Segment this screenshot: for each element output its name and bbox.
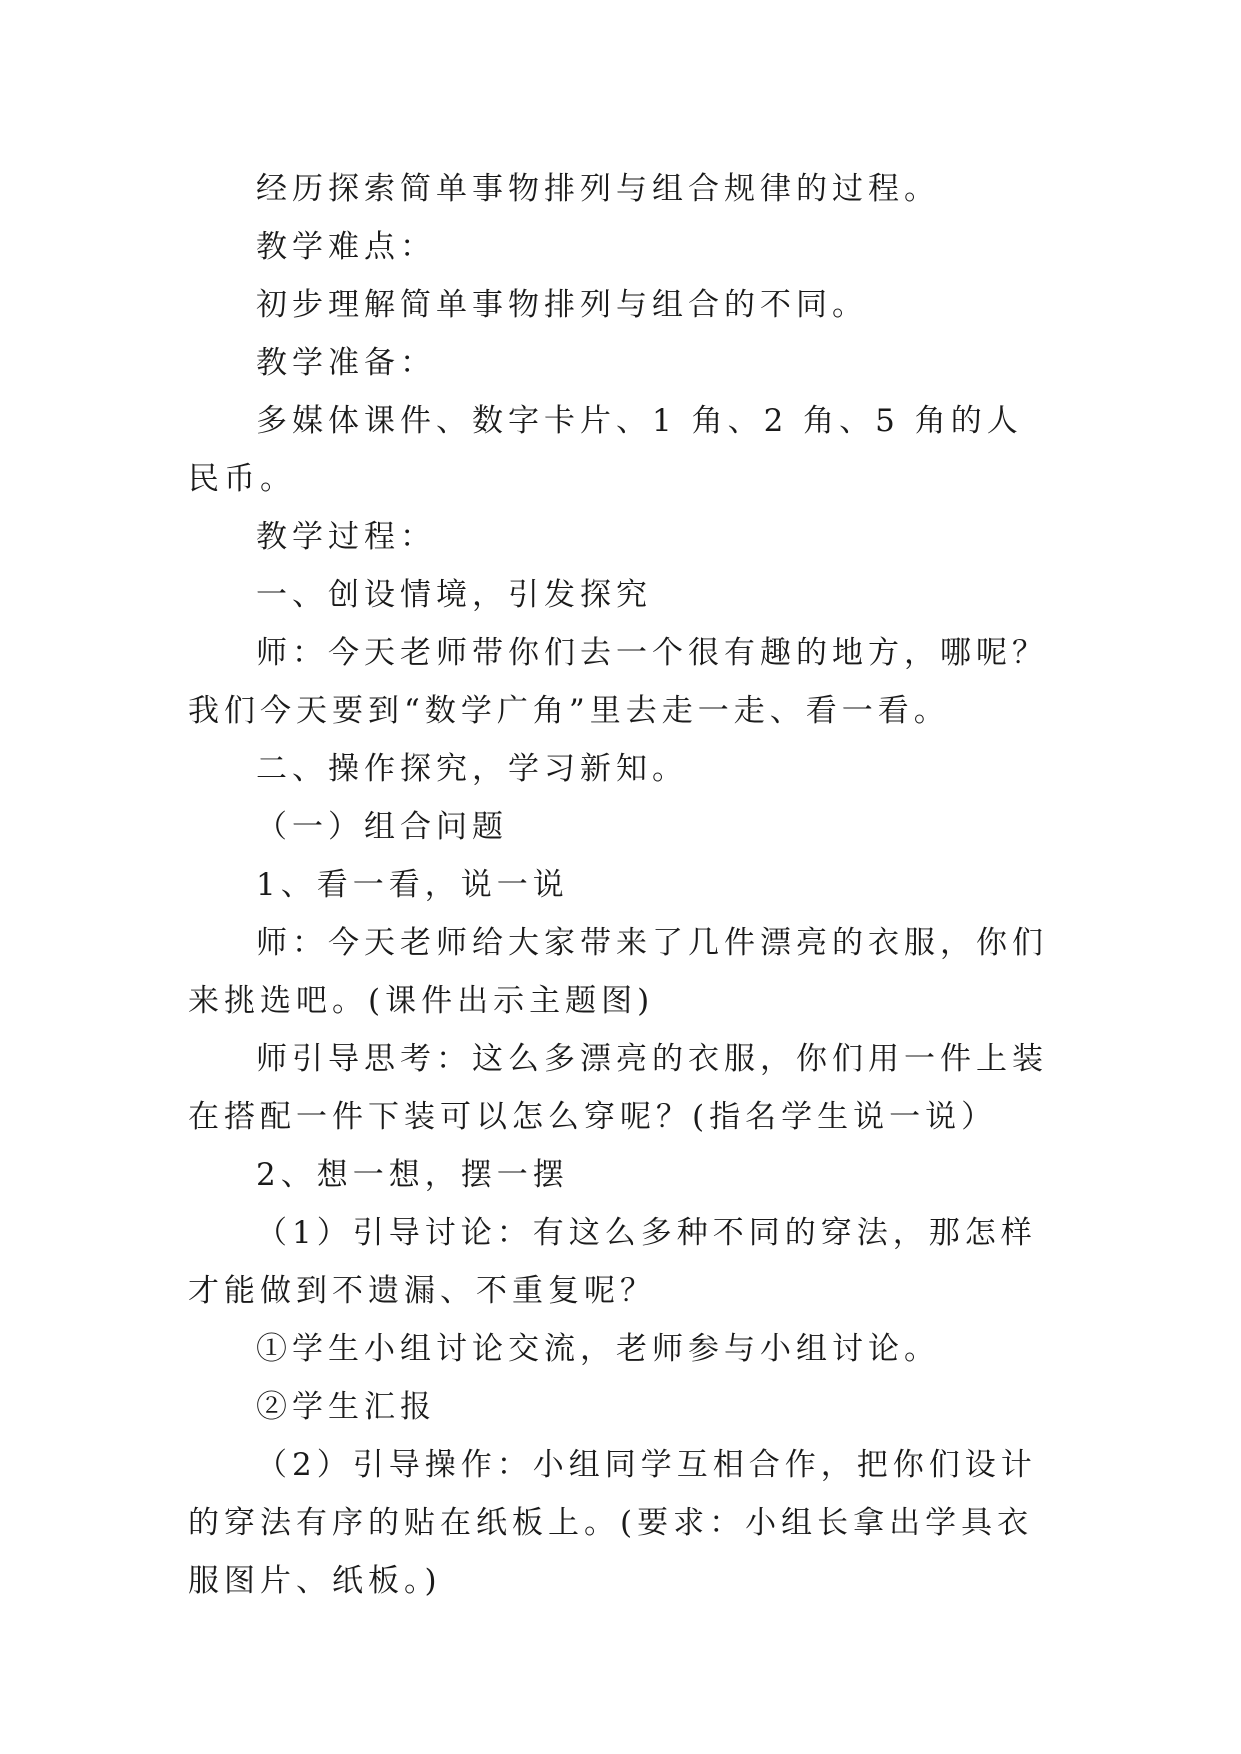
paragraph-difficulty: 初步理解简单事物排列与组合的不同。: [256, 287, 868, 323]
subsection-heading-combination: （一）组合问题: [256, 809, 508, 845]
paragraph-guide-discussion: （1）引导讨论：有这么多种不同的穿法，那怎样才能做到不遗漏、不重复呢？: [188, 1215, 1037, 1309]
document-body: [188, 160, 1050, 1610]
paragraph-difficulty-heading: 教学难点：: [256, 229, 436, 265]
step-heading-1: 1、看一看，说一说: [256, 867, 569, 903]
paragraph-preparation-heading: 教学准备：: [256, 345, 436, 381]
step-heading-2: 2、想一想，摆一摆: [256, 1157, 569, 1193]
section-heading-2: 二、操作探究，学习新知。: [256, 751, 688, 787]
section-heading-1: 一、创设情境，引发探究: [256, 577, 652, 613]
paragraph-group-discussion: ①学生小组讨论交流，老师参与小组讨论。: [256, 1331, 940, 1367]
paragraph-teacher-guide: 师引导思考：这么多漂亮的衣服，你们用一件上装在搭配一件下装可以怎么穿呢？(指名学生说一说）: [188, 1041, 1048, 1135]
paragraph-preparation: 多媒体课件、数字卡片、1 角、2 角、5 角的人民币。: [188, 403, 1023, 497]
paragraph-teacher-clothes: 师：今天老师给大家带来了几件漂亮的衣服，你们来挑选吧。(课件出示主题图): [188, 925, 1048, 1019]
paragraph-teacher-intro: 师：今天老师带你们去一个很有趣的地方，哪呢？我们今天要到“数学广角”里去走一走、看一看。: [188, 635, 1048, 729]
paragraph-student-report: ②学生汇报: [256, 1389, 436, 1425]
paragraph-process-heading: 教学过程：: [256, 519, 436, 555]
paragraph-objective: 经历探索简单事物排列与组合规律的过程。: [256, 171, 940, 207]
paragraph-guide-operation: （2）引导操作：小组同学互相合作，把你们设计的穿法有序的贴在纸板上。(要求：小组长拿出学具衣服图片、纸板。): [188, 1447, 1037, 1599]
